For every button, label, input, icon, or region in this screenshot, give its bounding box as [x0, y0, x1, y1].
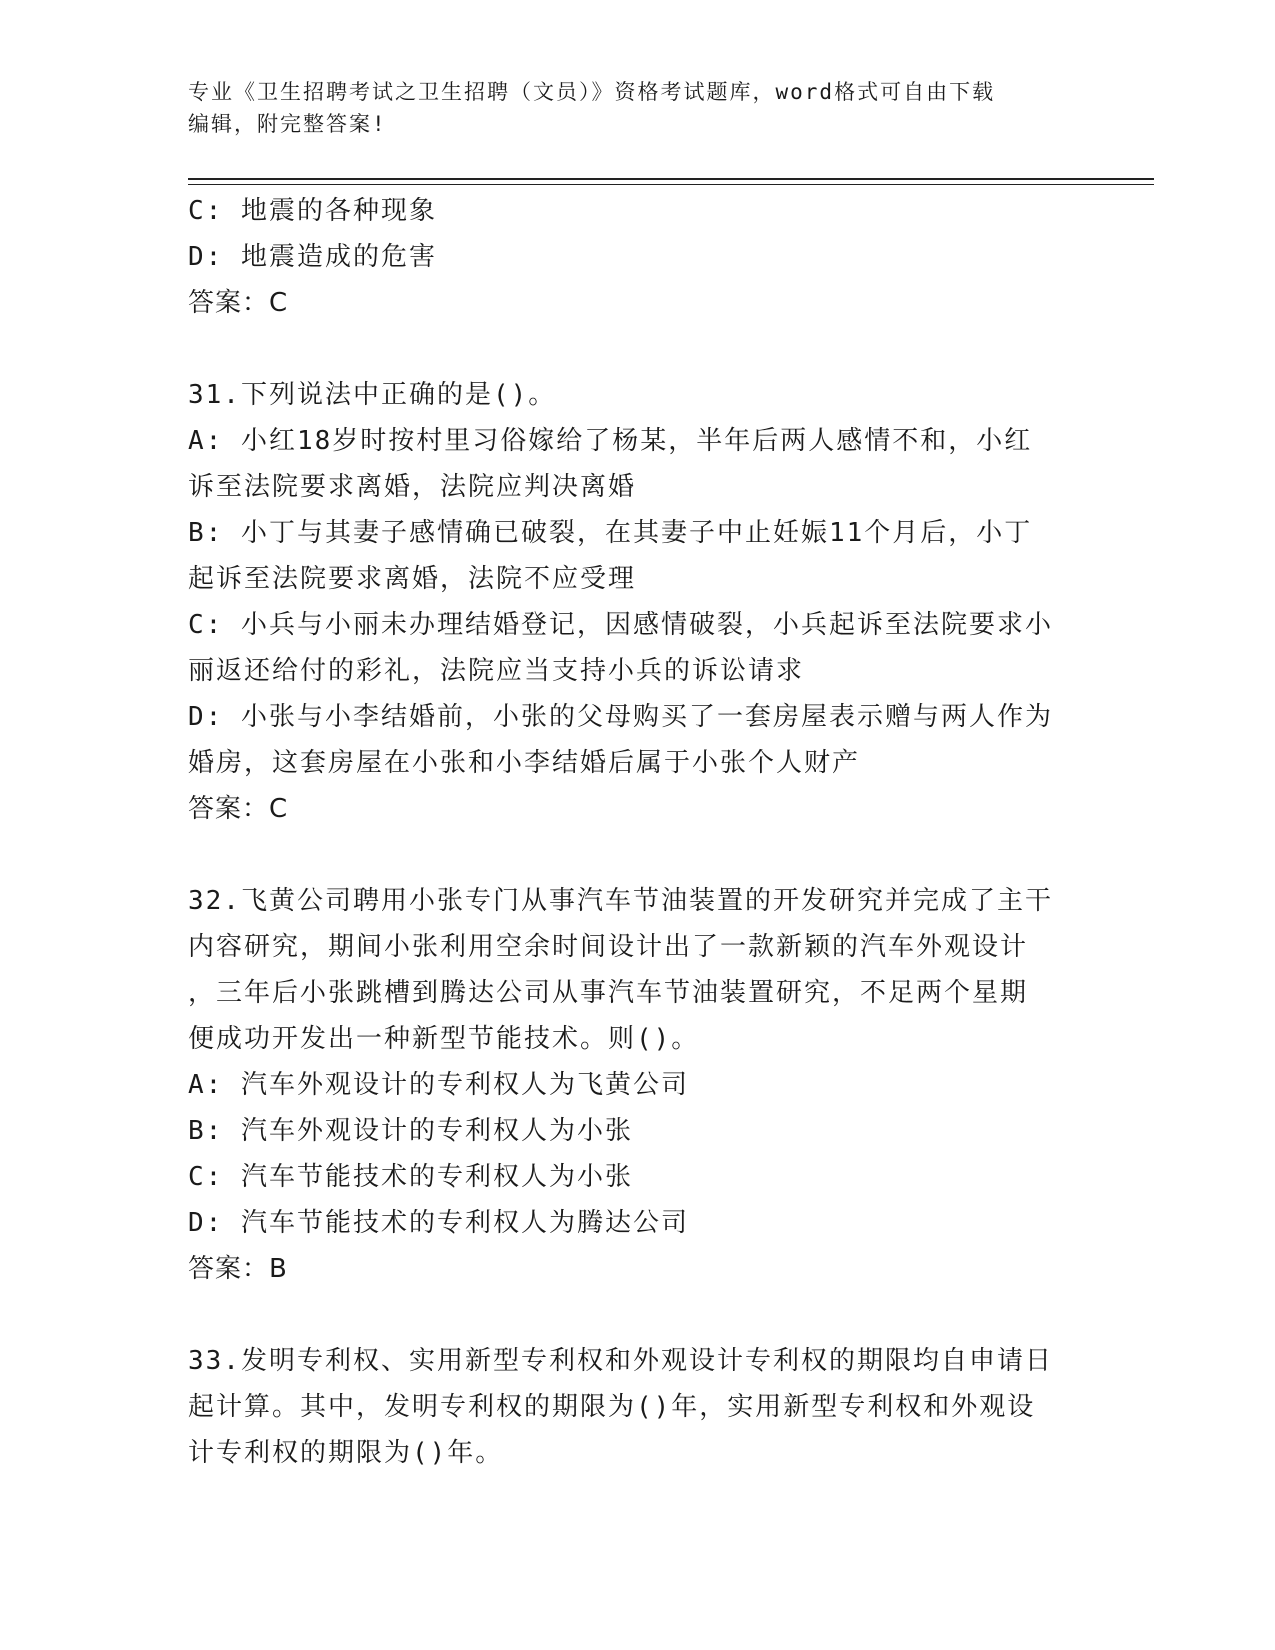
option-c-cont: 丽返还给付的彩礼，法院应当支持小兵的诉讼请求: [188, 656, 805, 686]
option-a: A: 汽车外观设计的专利权人为飞黄公司: [188, 1070, 689, 1100]
option-a-cont: 诉至法院要求离婚，法院应判决离婚: [188, 472, 637, 502]
answer-line: 答案：C: [188, 794, 289, 824]
answer-line: 答案：C: [188, 288, 289, 318]
option-b: B: 小丁与其妻子感情确已破裂，在其妻子中止妊娠11个月后，小丁: [188, 518, 1033, 548]
question-33: [188, 1338, 1088, 1476]
option-b: B: 汽车外观设计的专利权人为小张: [188, 1116, 633, 1146]
document-content: [188, 188, 1088, 1476]
option-d: D: 汽车节能技术的专利权人为腾达公司: [188, 1208, 689, 1238]
question-text: 内容研究，期间小张利用空余时间设计出了一款新颖的汽车外观设计: [188, 932, 1029, 962]
header-line-2: 编辑，附完整答案!: [188, 112, 387, 136]
question-text: 32.飞黄公司聘用小张专门从事汽车节油装置的开发研究并完成了主干: [188, 886, 1053, 916]
answer-line: 答案：B: [188, 1254, 288, 1284]
question-31: [188, 372, 1088, 832]
question-30-continuation: [188, 188, 1088, 326]
option-b-cont: 起诉至法院要求离婚，法院不应受理: [188, 564, 637, 594]
question-text: ，三年后小张跳槽到腾达公司从事汽车节油装置研究，不足两个星期: [188, 978, 1029, 1008]
question-text: 起计算。其中，发明专利权的期限为()年，实用新型专利权和外观设: [188, 1392, 1036, 1422]
header-rule-thin: [188, 184, 1154, 185]
option-d: D: 地震造成的危害: [188, 242, 437, 272]
header-rule-thick: [188, 178, 1154, 180]
page-header: [188, 76, 1068, 140]
question-text: 31.下列说法中正确的是()。: [188, 380, 557, 410]
option-a: A: 小红18岁时按村里习俗嫁给了杨某，半年后两人感情不和，小红: [188, 426, 1033, 456]
header-line-1: 专业《卫生招聘考试之卫生招聘（文员）》资格考试题库，word格式可自由下载: [188, 80, 996, 104]
question-32: [188, 878, 1088, 1292]
option-c: C: 地震的各种现象: [188, 196, 437, 226]
question-text: 计专利权的期限为()年。: [188, 1438, 504, 1468]
question-text: 便成功开发出一种新型节能技术。则()。: [188, 1024, 700, 1054]
option-c: C: 汽车节能技术的专利权人为小张: [188, 1162, 633, 1192]
option-c: C: 小兵与小丽未办理结婚登记，因感情破裂，小兵起诉至法院要求小: [188, 610, 1053, 640]
option-d-cont: 婚房，这套房屋在小张和小李结婚后属于小张个人财产: [188, 748, 861, 778]
option-d: D: 小张与小李结婚前，小张的父母购买了一套房屋表示赠与两人作为: [188, 702, 1053, 732]
question-text: 33.发明专利权、实用新型专利权和外观设计专利权的期限均自申请日: [188, 1346, 1053, 1376]
